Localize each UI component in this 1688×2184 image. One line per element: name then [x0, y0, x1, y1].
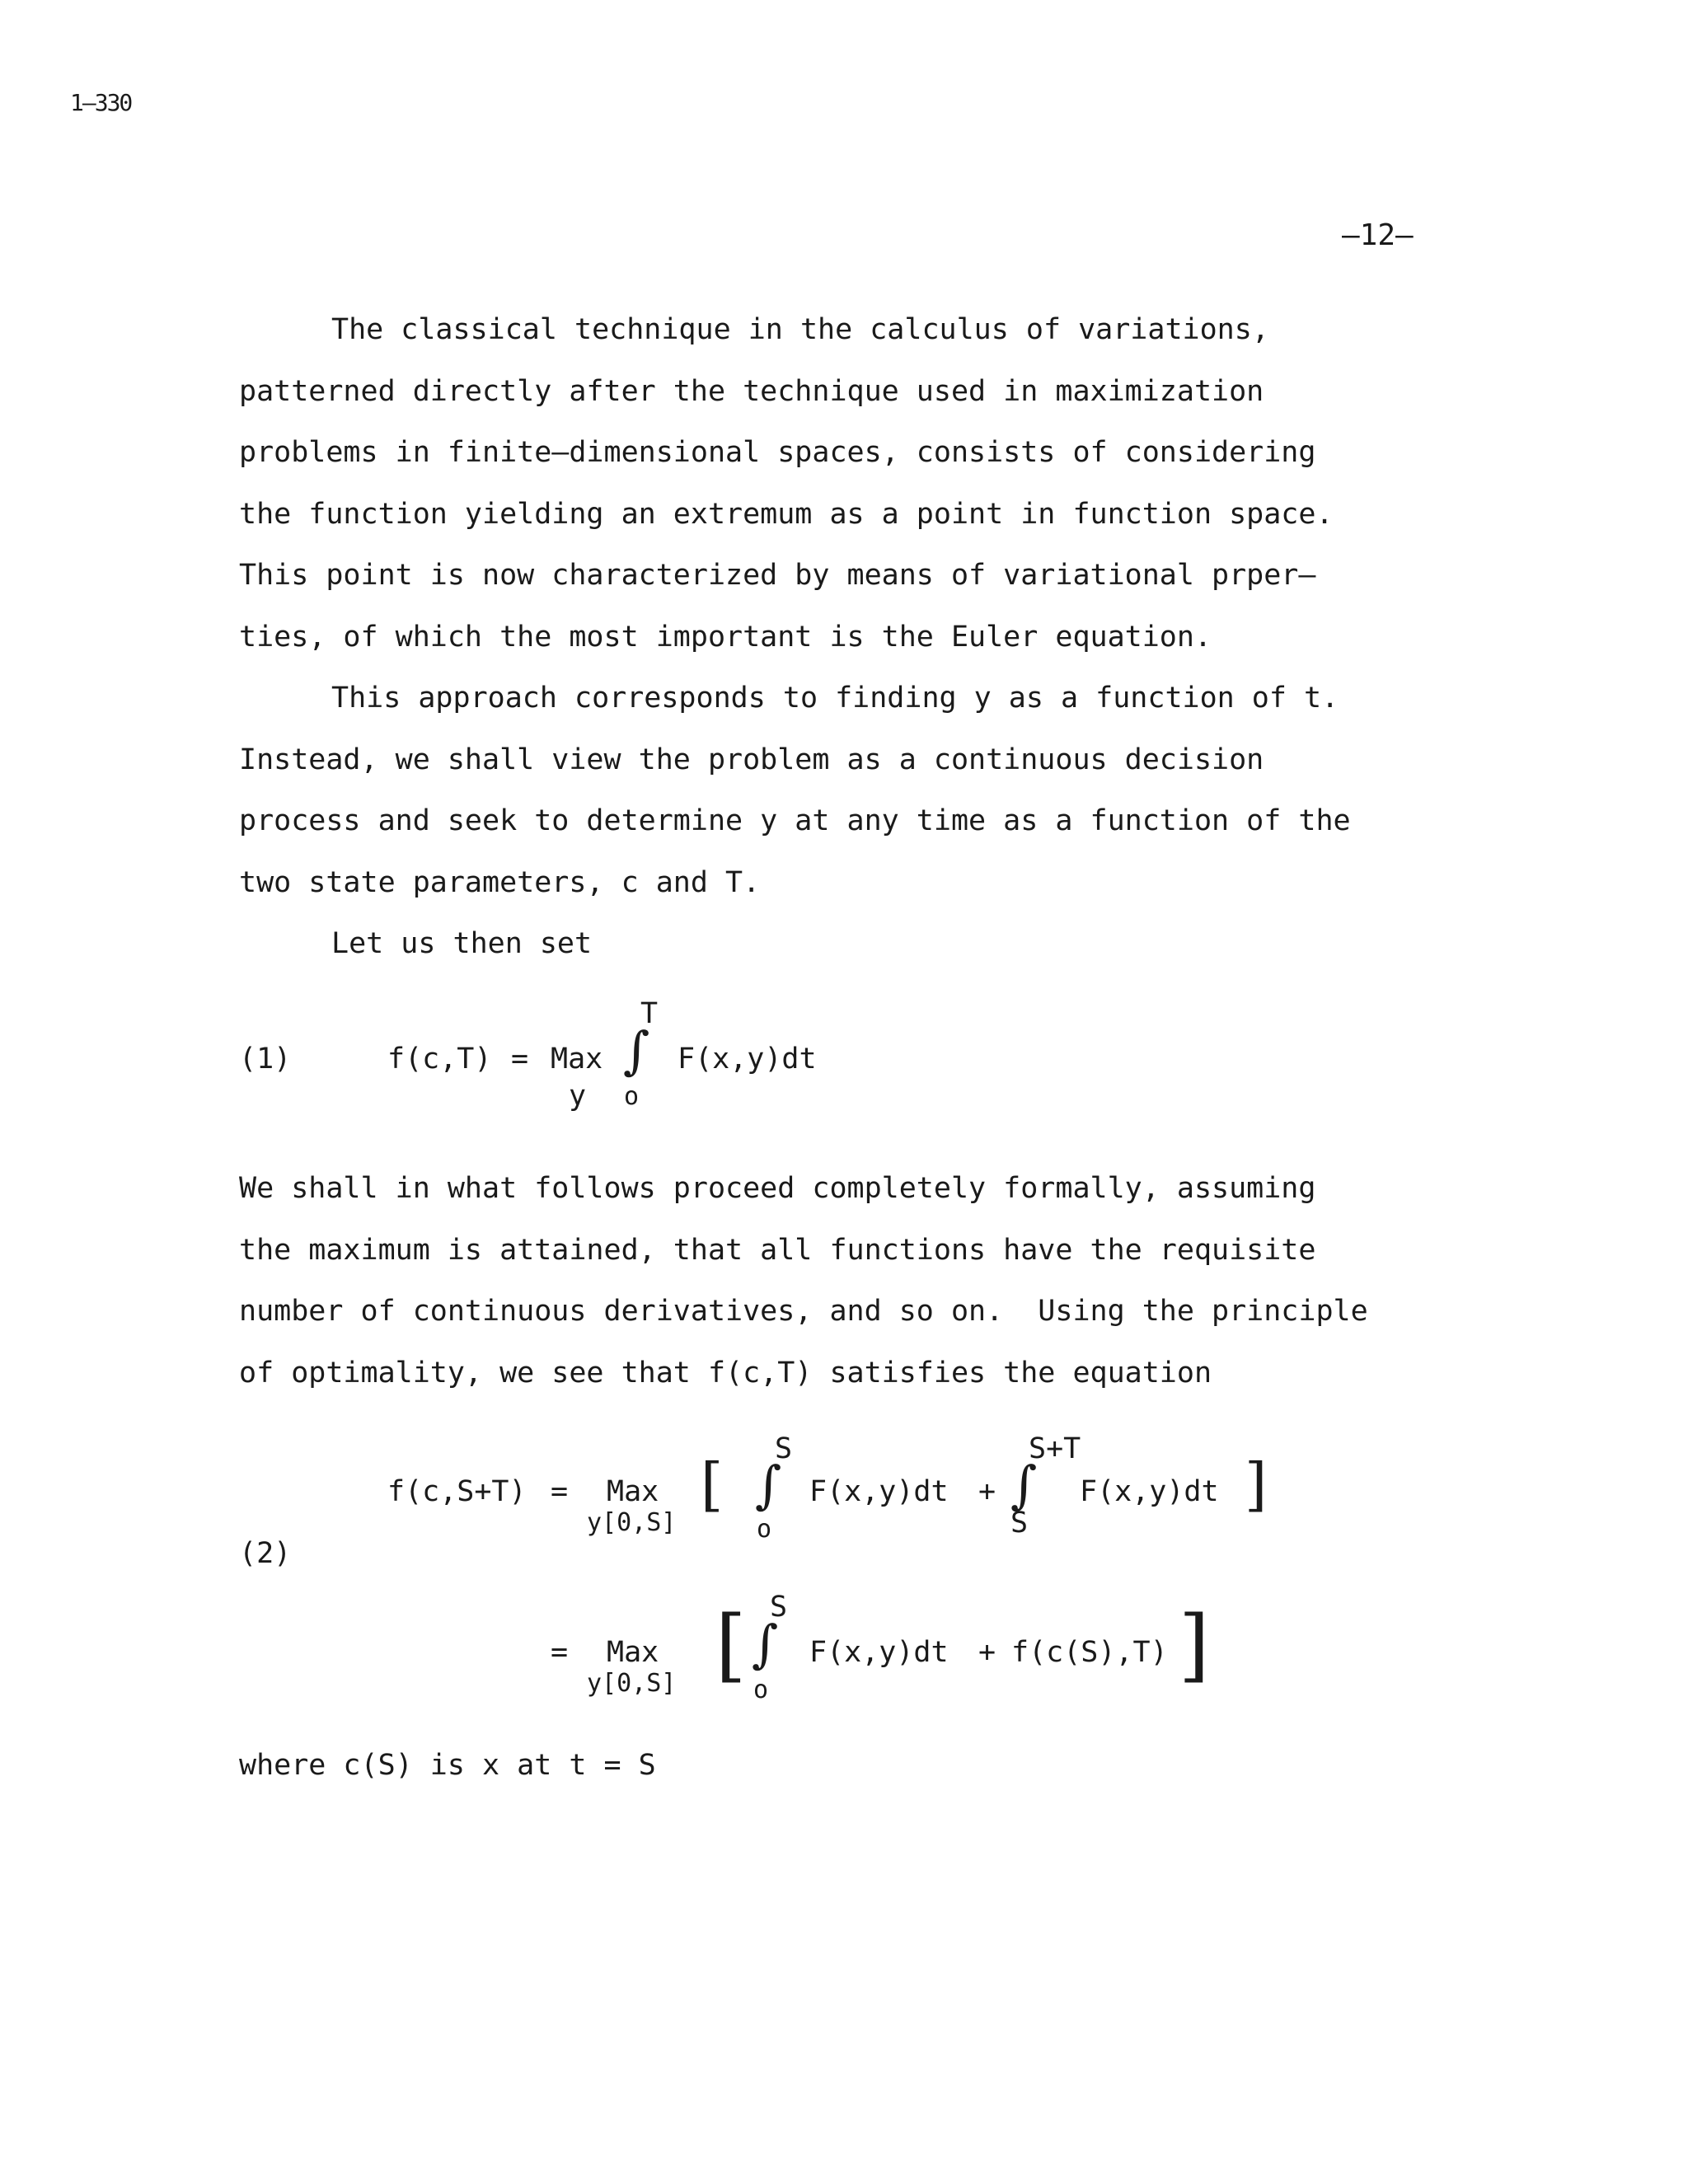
max-subscript: y [569, 1080, 587, 1113]
equation-lhs: f(c,T) [387, 1043, 492, 1076]
text-line: We shall in what follows proceed completely formally, assuming [239, 1172, 1316, 1205]
equation-number: (1) [239, 1043, 292, 1076]
integral-sign: ∫ [1010, 1455, 1038, 1515]
text-line: This point is now characterized by means of variational prper— [239, 559, 1316, 592]
equals-sign: = [551, 1636, 569, 1669]
max-subscript: y[0,S] [587, 1508, 677, 1537]
text-line: problems in finite—dimensional spaces, consists of considering [239, 436, 1316, 469]
integral-sign: ∫ [755, 1455, 782, 1515]
integral-lower-limit: S [1010, 1507, 1029, 1540]
text-line: The classical technique in the calculus of variations, [331, 313, 1269, 346]
integral-upper-limit: S [770, 1591, 788, 1624]
text-line: the function yielding an extremum as a point in function space. [239, 497, 1334, 531]
integrand: F(x,y)dt [1080, 1475, 1219, 1508]
text-line: Let us then set [331, 927, 593, 960]
equals-sign: = [551, 1475, 569, 1508]
integral-sign: ∫ [623, 1020, 650, 1080]
text-line: the maximum is attained, that all functions have the requisite [239, 1233, 1316, 1267]
max-operator: Max [607, 1475, 659, 1508]
close-bracket: ] [1245, 1451, 1268, 1518]
integrand: F(x,y)dt [678, 1043, 817, 1076]
integral-lower-limit: o [753, 1675, 769, 1704]
paragraph-5 [239, 1735, 1525, 1797]
integral-upper-limit: S [775, 1432, 793, 1465]
text-line: where c(S) is x at t = S [239, 1749, 656, 1782]
integral-sign: ∫ [752, 1614, 779, 1674]
text-line: two state parameters, c and T. [239, 865, 761, 899]
text-line: process and seek to determine y at any time as a function of the [239, 804, 1351, 837]
integral-upper-limit: S+T [1029, 1432, 1081, 1465]
corner-mark: 1—330 [70, 89, 132, 116]
equation-lhs: f(c,S+T) [387, 1475, 527, 1508]
text-line: ties, of which the most important is the Euler equation. [239, 620, 1212, 654]
open-bracket: [ [715, 1599, 747, 1691]
text-line: This approach corresponds to finding y as a function of t. [331, 682, 1339, 715]
text-line: of optimality, we see that f(c,T) satisfies the equation [239, 1356, 1212, 1390]
recursive-term: f(c(S),T) [1011, 1636, 1168, 1669]
integral-upper-limit: T [640, 997, 659, 1030]
text-line: number of continuous derivatives, and so on. Using the principle [239, 1295, 1368, 1328]
close-bracket: ] [1179, 1599, 1210, 1691]
integrand: F(x,y)dt [809, 1475, 949, 1508]
plus-sign: + [978, 1636, 996, 1669]
max-subscript: y[0,S] [587, 1669, 677, 1698]
integrand: F(x,y)dt [809, 1636, 949, 1669]
max-operator: Max [551, 1043, 603, 1076]
equation-number: (2) [239, 1537, 292, 1570]
page-number: —12— [1342, 218, 1414, 252]
integral-lower-limit: o [624, 1082, 640, 1111]
integral-lower-limit: o [757, 1515, 772, 1544]
equals-sign: = [511, 1043, 529, 1076]
plus-sign: + [978, 1475, 996, 1508]
text-line: patterned directly after the technique used in maximization [239, 374, 1264, 408]
max-operator: Max [607, 1636, 659, 1669]
text-line: Instead, we shall view the problem as a continuous decision [239, 743, 1264, 776]
open-bracket: [ [701, 1451, 724, 1518]
